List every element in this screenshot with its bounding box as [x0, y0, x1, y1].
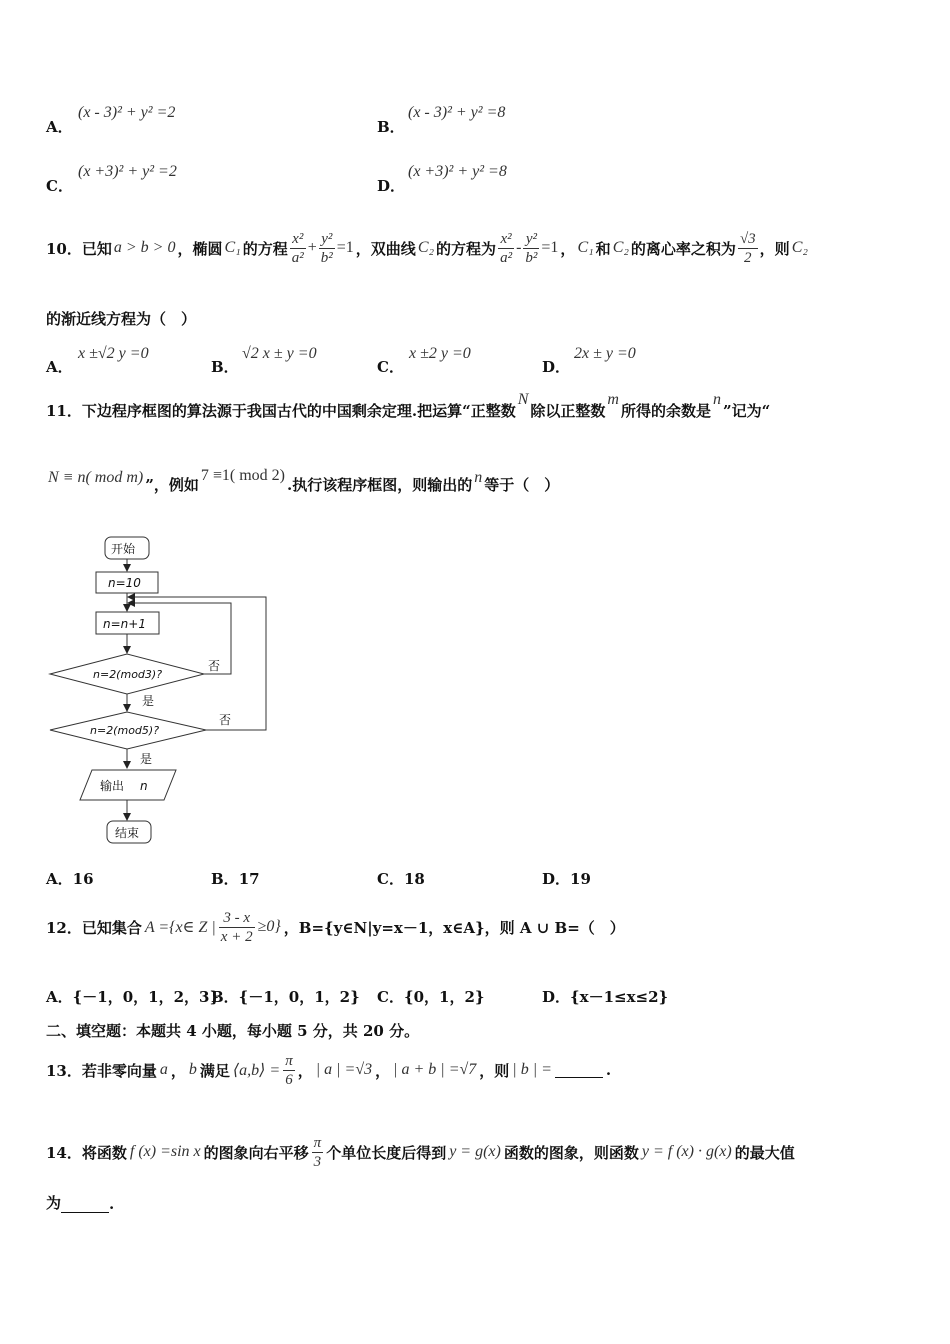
q14-stem [46, 1128, 795, 1176]
q11-text-4: ”记为“ [723, 402, 771, 420]
q11-example: 7 ≡1( mod 2) [200, 467, 285, 484]
q10-text-2: 的方程 [242, 239, 288, 258]
q11-var-m: m [607, 391, 619, 408]
q10-ellipse-eq: =1 [336, 239, 354, 256]
q10-eccentricity-product: $\frac{√3}{2}$ [739, 230, 756, 266]
q10-option-b-expr: √2 x ± y =0 [242, 345, 317, 362]
q14-text-2: 的图象向右平移 [203, 1143, 309, 1162]
q10-option-a-label: A． [46, 358, 73, 376]
q14-end: . [109, 1195, 115, 1213]
q10-hyperbola-frac-y: $\frac{\text{y²}}{\text{b²}}$ [525, 230, 538, 266]
q11-var-n: n [713, 391, 721, 408]
q13-abs-a: | a | =√3 [315, 1061, 373, 1078]
q11-text-3: 所得的余数是 [620, 402, 711, 420]
q10-hyperbola-eq: =1 [541, 239, 559, 256]
flow-output-box [80, 770, 176, 800]
q12-text-1: 12．已知集合 [46, 918, 142, 937]
q10-minus: - [516, 239, 522, 256]
q13-text-1: 13．若非零向量 [46, 1061, 157, 1080]
q10-c1: C₁ [224, 239, 241, 256]
q13-abs-b: | b | = [512, 1061, 552, 1078]
flow-output-text: 输出 [100, 779, 125, 793]
q11-stem-line2 [48, 467, 560, 495]
q10-option-c-label: C． [377, 358, 404, 376]
q13-text-3: ，则 [479, 1061, 510, 1080]
q13-end: . [605, 1061, 612, 1079]
q10-c2-c: C₂ [791, 239, 808, 256]
q9-option-b-label: B． [377, 118, 405, 136]
q13-pi-over-6: $\frac{\pi}{6}$ [285, 1052, 293, 1088]
flow-yes-1: 是 [142, 694, 155, 708]
flow-start-text: 开始 [111, 542, 136, 556]
q11-option-b: B．17 [211, 870, 260, 888]
q10-ellipse-frac-y: $\frac{\text{y²}}{\text{b²}}$ [320, 230, 333, 266]
q10-option-d-expr: 2x ± y =0 [574, 345, 636, 362]
q14-text-3: 个单位长度后得到 [326, 1143, 447, 1162]
q11-text-6: .执行该程序框图，则输出的 [287, 476, 473, 494]
q12-option-b: B．{－1，0，1，2} [211, 988, 360, 1006]
q10-option-c-expr: x ±2 y =0 [409, 345, 471, 362]
q12-fraction: $\frac{3 - x}{x + 2}$ [220, 909, 253, 945]
q14-line2 [46, 1192, 114, 1213]
q9-option-d-label: D． [377, 177, 406, 195]
q12-option-a: A．{－1，0，1，2，3} [46, 988, 220, 1006]
q13-vector-b: b [188, 1061, 197, 1078]
q10-option-d-label: D． [542, 358, 571, 376]
q13-stem [46, 1046, 611, 1094]
q11-var-N: N [517, 391, 529, 408]
q11-text-2: 除以正整数 [530, 402, 606, 420]
flow-init-text: n=10 [108, 576, 141, 590]
q13-abs-a-plus-b: | a + b | =√7 [393, 1061, 477, 1078]
flow-end-text: 结束 [115, 826, 140, 840]
q10-line2: 的渐近线方程为（ ） [46, 310, 197, 328]
q13-sep: ， [170, 1061, 186, 1080]
section-fill-in-title: 二、填空题：本题共 4 小题，每小题 5 分，共 20 分。 [46, 1022, 420, 1040]
q12-option-c: C．{0，1，2} [377, 988, 485, 1006]
flow-yes-2: 是 [140, 752, 153, 766]
q11-flowchart [40, 530, 280, 850]
q11-text-5: ”，例如 [145, 476, 199, 494]
q12-stem [46, 904, 625, 950]
q10-ellipse-frac-x: $\frac{\text{x²}}{\text{a²}}$ [291, 230, 304, 266]
q14-text-5: 的最大值 [734, 1143, 795, 1162]
flow-loop2-line [131, 597, 266, 730]
q9-option-c-label: C． [46, 177, 73, 195]
q11-text-1: 11．下边程序框图的算法源于我国古代的中国剩余定理.把运算“正整数 [46, 402, 516, 420]
q10-text-5: ， [560, 239, 576, 258]
flow-cond2-text: n=2(mod5)? [90, 724, 160, 737]
q14-function-f: f (x) =sin x [129, 1143, 201, 1160]
q10-plus: + [307, 239, 317, 256]
q14-text-1: 14．将函数 [46, 1143, 127, 1162]
q12-set-a-left: A ={x∈ Z | [144, 919, 216, 936]
q10-hyperbola-frac-x: $\frac{\text{x²}}{\text{a²}}$ [500, 230, 513, 266]
q10-option-a-expr: x ±√2 y =0 [78, 345, 149, 362]
q12-text-2: ，B={y∈N|y=x－1，x∈A}，则 A ∪ B=（ ） [283, 918, 625, 937]
q11-option-d: D．19 [542, 870, 591, 888]
q13-answer-blank[interactable] [555, 1063, 603, 1078]
q14-answer-blank[interactable] [61, 1198, 109, 1213]
q14-text-4: 函数的图象，则函数 [503, 1143, 639, 1162]
q12-option-d: D．{x－1≤x≤2} [542, 988, 669, 1006]
flow-cond1-text: n=2(mod3)? [93, 668, 163, 681]
q10-c1-b: C₁ [577, 239, 594, 256]
q10-c2: C₂ [417, 239, 435, 256]
q9-option-b-expr: (x - 3)² + y² =8 [408, 104, 506, 121]
q14-function-g: y = g(x) [449, 1143, 501, 1160]
q9-option-a-label: A． [46, 118, 73, 136]
q13-comma-2: ， [375, 1061, 391, 1080]
q9-option-a-expr: (x - 3)² + y² =2 [78, 104, 176, 121]
flow-step-text: n=n+1 [103, 617, 146, 631]
q10-number: 10．已知 [46, 239, 112, 258]
q11-option-c: C．18 [377, 870, 425, 888]
q10-condition: a > b > 0 [113, 239, 176, 256]
q10-text-6: 和 [595, 239, 611, 258]
q11-var-n-2: n [474, 469, 483, 486]
q9-option-d-expr: (x +3)² + y² =8 [408, 163, 507, 180]
flow-no-1: 否 [208, 659, 221, 673]
q12-set-a-right: ≥0} [257, 918, 281, 935]
q13-angle: ⟨a,b⟩ = [232, 1062, 281, 1079]
q10-stem [46, 222, 808, 274]
q9-option-c-expr: (x +3)² + y² =2 [78, 163, 177, 180]
q10-text-7: 的离心率之积为 [630, 239, 736, 258]
q13-text-2: 满足 [199, 1061, 230, 1080]
q14-pi-over-3: $\frac{\pi}{3}$ [313, 1134, 322, 1170]
q10-text-1: ，椭圆 [177, 239, 223, 258]
q13-comma-1: ， [297, 1061, 313, 1080]
q11-stem-line1 [46, 391, 771, 421]
q10-text-8: ，则 [759, 239, 790, 258]
q10-text-3: ，双曲线 [355, 239, 416, 258]
q11-congruence: N ≡ n( mod m) [48, 469, 144, 486]
q11-text-7: 等于（ ） [484, 476, 560, 494]
q14-line2-text: 为 [46, 1194, 62, 1212]
flow-output-var: n [140, 779, 148, 793]
q13-vector-a: a [159, 1061, 168, 1078]
q10-option-b-label: B． [211, 358, 239, 376]
q10-text-4: 的方程为 [436, 239, 497, 258]
q10-c2-b: C₂ [612, 239, 629, 256]
q14-function-y: y = f (x) · g(x) [641, 1143, 732, 1160]
flow-no-2: 否 [219, 713, 232, 727]
q11-option-a: A．16 [46, 870, 94, 888]
